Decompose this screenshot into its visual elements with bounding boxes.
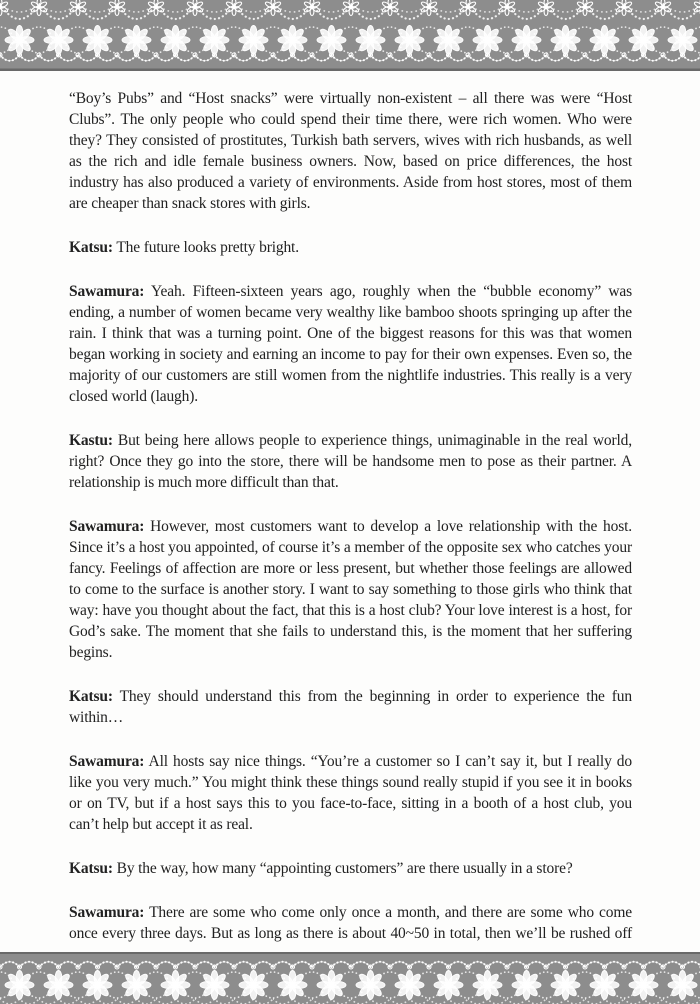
speaker-label: Sawamura: bbox=[69, 518, 145, 535]
paragraph-text: All hosts say nice things. “You’re a customer so I can’t say it, but I really do like you very much.” You might think these things sound really stupid if you see it in books or on TV, but if a host says this to you face-to-face, sitting in a booth of a host club, you can’t help but accept it as real. bbox=[69, 753, 632, 833]
page-text-body bbox=[69, 88, 632, 944]
dialogue-paragraph bbox=[69, 516, 632, 663]
speaker-label: Kastu: bbox=[69, 432, 113, 449]
paragraph-text: By the way, how many “appointing customers” are there usually in a store? bbox=[116, 860, 573, 877]
speaker-label: Katsu: bbox=[69, 860, 113, 877]
lace-border-top bbox=[0, 0, 700, 71]
speaker-label: Katsu: bbox=[69, 239, 113, 256]
dialogue-paragraph bbox=[69, 686, 632, 728]
dialogue-paragraph bbox=[69, 281, 632, 407]
paragraph-text: There are some who come only once a month, and there are some who come once every three days. But as long as there is about 40~50 in total, then we’ll be rushed off bbox=[69, 904, 632, 942]
narration-paragraph bbox=[69, 88, 632, 214]
dialogue-paragraph bbox=[69, 902, 632, 944]
paragraph-text: Yeah. Fifteen-sixteen years ago, roughly when the “bubble economy” was ending, a number of women became very wealthy like bamboo shoots springing up after the rain. I think that was a turning point. One of the biggest reasons for this was that women began working in society and earning an income to pay for their own expenses. Even so, the majority of our customers are still women from the nightlife industries. This really is a very closed world (laugh). bbox=[69, 283, 632, 405]
dialogue-paragraph bbox=[69, 751, 632, 835]
paragraph-text: “Boy’s Pubs” and “Host snacks” were virtually non-existent – all there was were “Host Clubs”. The only people who could spend their time there, were rich women. Who were they? They consisted of prostitutes, Turkish bath servers, wives with rich husbands, as well as the rich and idle female business owners. Now, based on price differences, the host industry has also produced a variety of environments. Aside from host stores, most of them are cheaper than snack stores with girls. bbox=[69, 90, 632, 212]
paragraph-text: The future looks pretty bright. bbox=[116, 239, 299, 256]
paragraph-text: They should understand this from the beginning in order to experience the fun within… bbox=[69, 688, 632, 726]
speaker-label: Sawamura: bbox=[69, 753, 145, 770]
paragraph-text: However, most customers want to develop a love relationship with the host. Since it’s a host you appointed, of course it’s a member of the opposite sex who catches your fancy. Feelings of affection are more or less present, but whether those feelings are allowed to come to the surface is another story. I want to say something to those girls who think that way: have you thought about the fact, that this is a host club? Your love interest is a host, for God’s sake. The moment that she fails to understand this, is the moment that her suffering begins. bbox=[69, 518, 632, 661]
dialogue-paragraph bbox=[69, 858, 632, 879]
lace-border-bottom bbox=[0, 952, 700, 1004]
dialogue-paragraph bbox=[69, 237, 632, 258]
speaker-label: Sawamura: bbox=[69, 283, 145, 300]
speaker-label: Katsu: bbox=[69, 688, 113, 705]
paragraph-text: But being here allows people to experience things, unimaginable in the real world, right? Once they go into the store, there will be handsome men to pose as their partner. A relationship is much more difficult than that. bbox=[69, 432, 632, 491]
speaker-label: Sawamura: bbox=[69, 904, 145, 921]
dialogue-paragraph bbox=[69, 430, 632, 493]
